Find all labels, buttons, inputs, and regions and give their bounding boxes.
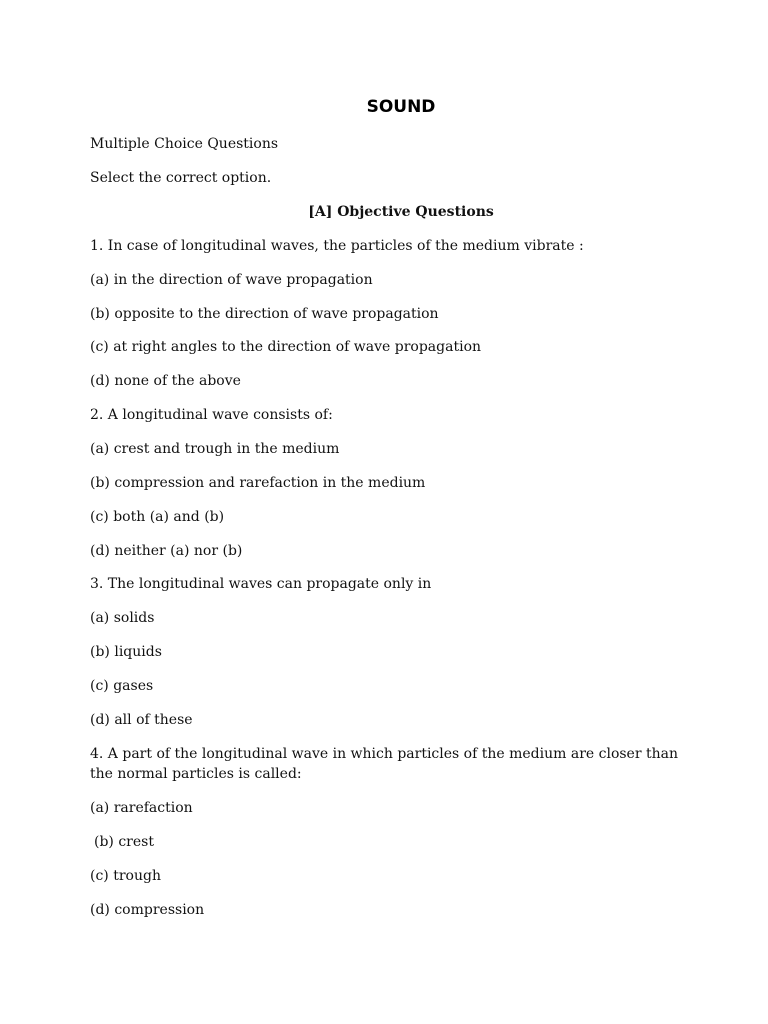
question-1-option-d: (d) none of the above xyxy=(90,373,241,389)
question-4: 4. A part of the longitudinal wave in which particles of the medium are closer than the normal particles is called: xyxy=(90,746,678,782)
question-3-option-c: (c) gases xyxy=(90,678,154,694)
question-4-option-a: (a) rarefaction xyxy=(90,800,193,816)
question-1: 1. In case of longitudinal waves, the particles of the medium vibrate : xyxy=(90,238,584,254)
question-3-option-a: (a) solids xyxy=(90,610,155,626)
question-2-option-a: (a) crest and trough in the medium xyxy=(90,441,340,457)
question-3: 3. The longitudinal waves can propagate only in xyxy=(90,576,432,592)
question-2-option-d: (d) neither (a) nor (b) xyxy=(90,543,243,559)
question-4-option-b: (b) crest xyxy=(94,834,154,850)
intro-line-instruction: Select the correct option. xyxy=(90,170,272,186)
section-heading: [A] Objective Questions xyxy=(308,204,494,220)
intro-line-mcq: Multiple Choice Questions xyxy=(90,136,279,152)
question-3-option-d: (d) all of these xyxy=(90,712,193,728)
page-title: SOUND xyxy=(366,97,436,117)
question-1-option-b: (b) opposite to the direction of wave propagation xyxy=(90,306,439,322)
question-1-option-a: (a) in the direction of wave propagation xyxy=(90,272,373,288)
question-4-option-d: (d) compression xyxy=(90,902,205,918)
question-3-option-b: (b) liquids xyxy=(90,644,162,660)
question-2-option-c: (c) both (a) and (b) xyxy=(90,509,225,525)
question-2-option-b: (b) compression and rarefaction in the medium xyxy=(90,475,426,491)
question-4-option-c: (c) trough xyxy=(90,868,161,884)
question-1-option-c: (c) at right angles to the direction of wave propagation xyxy=(90,339,482,355)
question-2: 2. A longitudinal wave consists of: xyxy=(90,407,333,423)
